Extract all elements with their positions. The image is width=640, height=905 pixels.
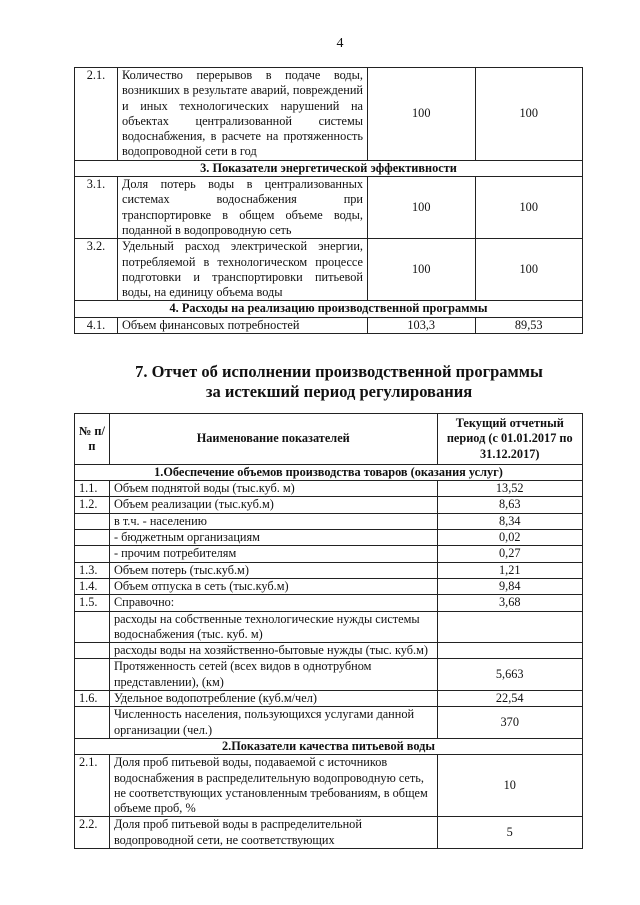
row-number: 2.2. (75, 817, 110, 849)
indicator-name: Объем отпуска в сеть (тыс.куб.м) (109, 578, 437, 594)
row-number (75, 611, 110, 643)
indicator-name: Доля проб питьевой воды в распределительной водопроводной сети, не соответствующих (109, 817, 437, 849)
table-row (75, 317, 583, 333)
indicator-name: Объем потерь (тыс.куб.м) (109, 562, 437, 578)
indicator-name: Удельный расход электрической энергии, потребляемой в технологическом процессе подготовки и транспортировки питьевой воды, на единицу объема воды (118, 239, 368, 301)
indicator-value: 22,54 (437, 691, 583, 707)
table-row (75, 755, 583, 817)
fact-value: 100 (475, 177, 583, 239)
indicator-value: 8,34 (437, 513, 583, 529)
table-header-row (75, 414, 583, 465)
table-row (75, 595, 583, 611)
table-row (75, 707, 583, 739)
indicator-value: 370 (437, 707, 583, 739)
section-row (75, 160, 583, 176)
indicator-value: 13,52 (437, 481, 583, 497)
section-title: 2.Показатели качества питьевой воды (75, 738, 583, 754)
row-number: 1.1. (75, 481, 110, 497)
indicator-name: Протяженность сетей (всех видов в однотрубном представлении), (км) (109, 659, 437, 691)
indicator-value: 0,27 (437, 546, 583, 562)
indicators-table-continued (74, 67, 583, 334)
fact-value: 100 (475, 68, 583, 161)
section-title: 1.Обеспечение объемов производства товаров (оказания услуг) (75, 464, 583, 480)
indicator-name: в т.ч. - населению (109, 513, 437, 529)
indicator-name: Удельное водопотребление (куб.м/чел) (109, 691, 437, 707)
table-row (75, 68, 583, 161)
indicator-name: Доля проб питьевой воды, подаваемой с источников водоснабжения в распределительную водопроводную сеть, не соответствующих установленным требованиям, в общем объеме проб, % (109, 755, 437, 817)
fact-value: 100 (475, 239, 583, 301)
section-7-title (74, 362, 604, 402)
indicator-value: 8,63 (437, 497, 583, 513)
table-row (75, 659, 583, 691)
table-row (75, 530, 583, 546)
indicator-name: Объем поднятой воды (тыс.куб. м) (109, 481, 437, 497)
header-indicator-name: Наименование показателей (109, 414, 437, 465)
indicator-name: Объем финансовых потребностей (118, 317, 368, 333)
indicator-value: 10 (437, 755, 583, 817)
plan-value: 100 (368, 177, 476, 239)
section-7-title-line-1: 7. Отчет об исполнении производственной программы (135, 362, 543, 381)
row-number: 3.1. (75, 177, 118, 239)
plan-value: 100 (368, 68, 476, 161)
indicator-name: Объем реализации (тыс.куб.м) (109, 497, 437, 513)
row-number (75, 659, 110, 691)
program-execution-report-table (74, 413, 583, 849)
fact-value: 89,53 (475, 317, 583, 333)
header-period: Текущий отчетный период (с 01.01.2017 по 31.12.2017) (437, 414, 583, 465)
indicator-value (437, 611, 583, 643)
indicator-value: 9,84 (437, 578, 583, 594)
table-row (75, 691, 583, 707)
indicator-value: 3,68 (437, 595, 583, 611)
indicator-name: Количество перерывов в подаче воды, возникших в результате аварий, повреждений и иных технологических нарушений на объектах централизованной системы водоснабжения, в расчете на протяженность водопроводной сети в год (118, 68, 368, 161)
table-row (75, 611, 583, 643)
section-title: 4. Расходы на реализацию производственной программы (75, 301, 583, 317)
table-row (75, 513, 583, 529)
indicator-name: расходы на собственные технологические нужды системы водоснабжения (тыс. куб. м) (109, 611, 437, 643)
row-number: 3.2. (75, 239, 118, 301)
table-row (75, 578, 583, 594)
row-number: 1.3. (75, 562, 110, 578)
indicator-value: 5,663 (437, 659, 583, 691)
row-number (75, 546, 110, 562)
table-row (75, 177, 583, 239)
indicator-value: 5 (437, 817, 583, 849)
plan-value: 100 (368, 239, 476, 301)
plan-value: 103,3 (368, 317, 476, 333)
table-row (75, 643, 583, 659)
header-number: № п/п (75, 414, 110, 465)
section-title: 3. Показатели энергетической эффективности (75, 160, 583, 176)
indicator-name: Доля потерь воды в централизованных системах водоснабжения при транспортировке в общем объеме воды, поданной в водопроводную сеть (118, 177, 368, 239)
section-7-title-line-2: за истекший период регулирования (205, 382, 473, 401)
row-number: 1.6. (75, 691, 110, 707)
indicator-value: 0,02 (437, 530, 583, 546)
indicator-value (437, 643, 583, 659)
row-number (75, 530, 110, 546)
row-number: 1.2. (75, 497, 110, 513)
indicator-value: 1,21 (437, 562, 583, 578)
indicator-name: Справочно: (109, 595, 437, 611)
row-number: 1.5. (75, 595, 110, 611)
row-number (75, 643, 110, 659)
table-row (75, 239, 583, 301)
indicator-name: - бюджетным организациям (109, 530, 437, 546)
row-number: 2.1. (75, 755, 110, 817)
table-row (75, 817, 583, 849)
row-number: 2.1. (75, 68, 118, 161)
indicator-name: расходы воды на хозяйственно-бытовые нужды (тыс. куб.м) (109, 643, 437, 659)
section-row (75, 464, 583, 480)
section-row (75, 301, 583, 317)
section-row (75, 738, 583, 754)
table-row (75, 481, 583, 497)
row-number: 4.1. (75, 317, 118, 333)
table-row (75, 546, 583, 562)
indicator-name: Численность населения, пользующихся услугами данной организации (чел.) (109, 707, 437, 739)
table-row (75, 562, 583, 578)
row-number (75, 513, 110, 529)
page-number: 4 (336, 36, 344, 51)
row-number: 1.4. (75, 578, 110, 594)
row-number (75, 707, 110, 739)
table-row (75, 497, 583, 513)
indicator-name: - прочим потребителям (109, 546, 437, 562)
